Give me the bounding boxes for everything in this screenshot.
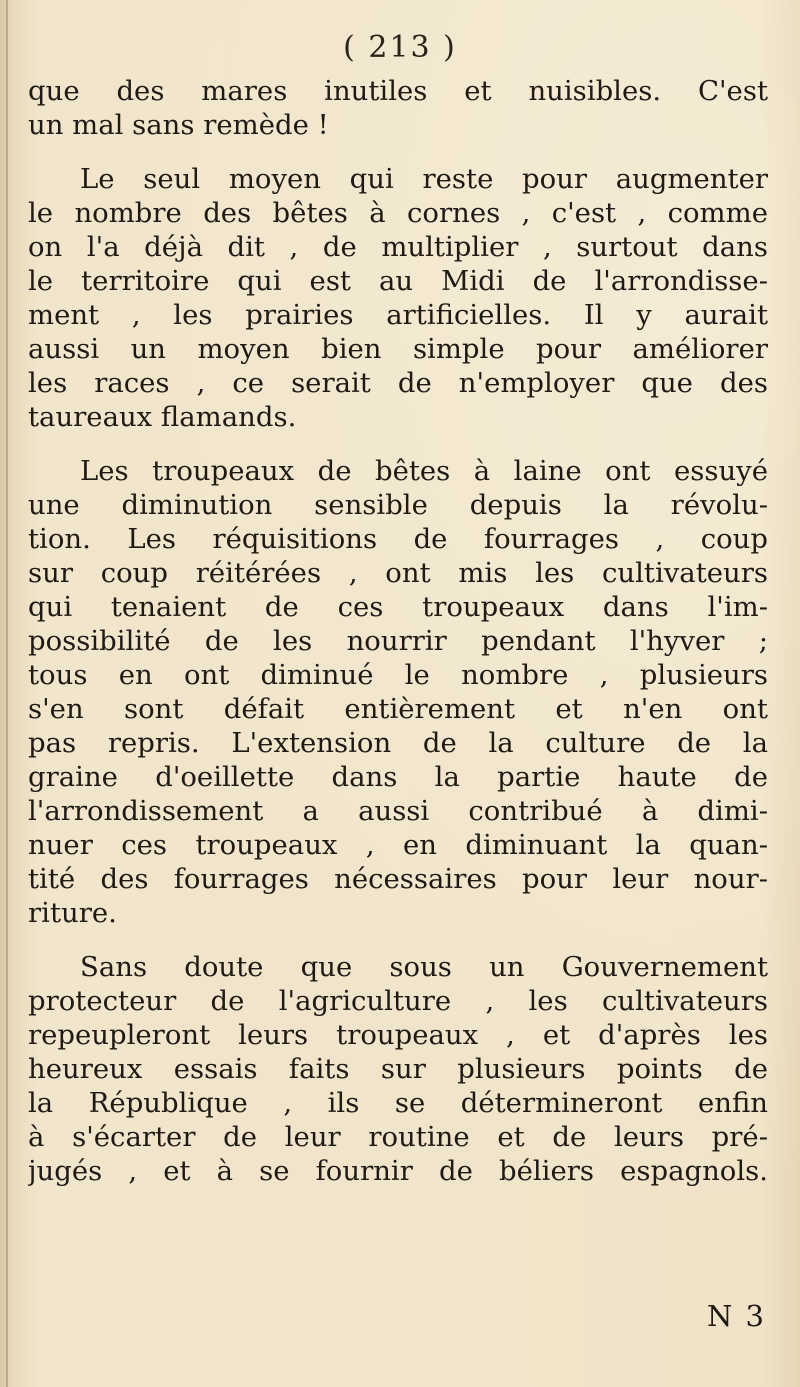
text-line: pas repris. L'extension de la culture de la: [28, 727, 768, 759]
text-line: le nombre des bêtes à cornes , c'est , comme: [28, 197, 768, 229]
text-line: à s'écarter de leur routine et de leurs pré-: [28, 1121, 768, 1153]
paragraph: [28, 162, 768, 434]
page-number: ( 213 ): [343, 30, 457, 65]
text-line: tion. Les réquisitions de fourrages , coup: [28, 523, 768, 555]
text-line: jugés , et à se fournir de béliers espagnols.: [28, 1155, 768, 1187]
text-line: heureux essais faits sur plusieurs points de: [28, 1053, 768, 1085]
page-gutter-edge: [6, 0, 8, 1387]
text-line: un mal sans remède !: [28, 109, 329, 141]
text-line: tous en ont diminué le nombre , plusieurs: [28, 659, 768, 691]
text-line: le territoire qui est au Midi de l'arrondisse-: [28, 265, 768, 297]
text-line: qui tenaient de ces troupeaux dans l'im-: [28, 591, 768, 623]
text-line: l'arrondissement a aussi contribué à dimi-: [28, 795, 768, 827]
text-line: riture.: [28, 897, 117, 929]
paragraph-gap: [28, 434, 768, 454]
body-text: [28, 74, 768, 1188]
text-line: repeupleront leurs troupeaux , et d'après les: [28, 1019, 768, 1051]
text-line: aussi un moyen bien simple pour améliorer: [28, 333, 768, 365]
text-line: que des mares inutiles et nuisibles. C'est: [28, 75, 768, 107]
text-line: tité des fourrages nécessaires pour leur nour-: [28, 863, 768, 895]
text-line: on l'a déjà dit , de multiplier , surtout dans: [28, 231, 768, 263]
text-line: s'en sont défait entièrement et n'en ont: [28, 693, 768, 725]
text-line: sur coup réitérées , ont mis les cultivateurs: [28, 557, 768, 589]
text-line: Les troupeaux de bêtes à laine ont essuyé: [80, 455, 768, 487]
paragraph: [28, 74, 768, 142]
paragraph: [28, 950, 768, 1188]
text-line: graine d'oeillette dans la partie haute de: [28, 761, 768, 793]
text-line: les races , ce serait de n'employer que des: [28, 367, 768, 399]
text-line: protecteur de l'agriculture , les cultivateurs: [28, 985, 768, 1017]
text-line: Sans doute que sous un Gouvernement: [80, 951, 768, 983]
paragraph-gap: [28, 930, 768, 950]
signature-mark: N 3: [706, 1299, 766, 1333]
text-line: taureaux flamands.: [28, 401, 297, 433]
text-line: Le seul moyen qui reste pour augmenter: [80, 163, 768, 195]
text-line: possibilité de les nourrir pendant l'hyver ;: [28, 625, 768, 657]
text-line: nuer ces troupeaux , en diminuant la quan-: [28, 829, 768, 861]
paragraph: [28, 454, 768, 930]
paragraph-gap: [28, 142, 768, 162]
text-line: la République , ils se détermineront enfin: [28, 1087, 768, 1119]
text-line: ment , les prairies artificielles. Il y aurait: [28, 299, 768, 331]
text-line: une diminution sensible depuis la révolu-: [28, 489, 768, 521]
